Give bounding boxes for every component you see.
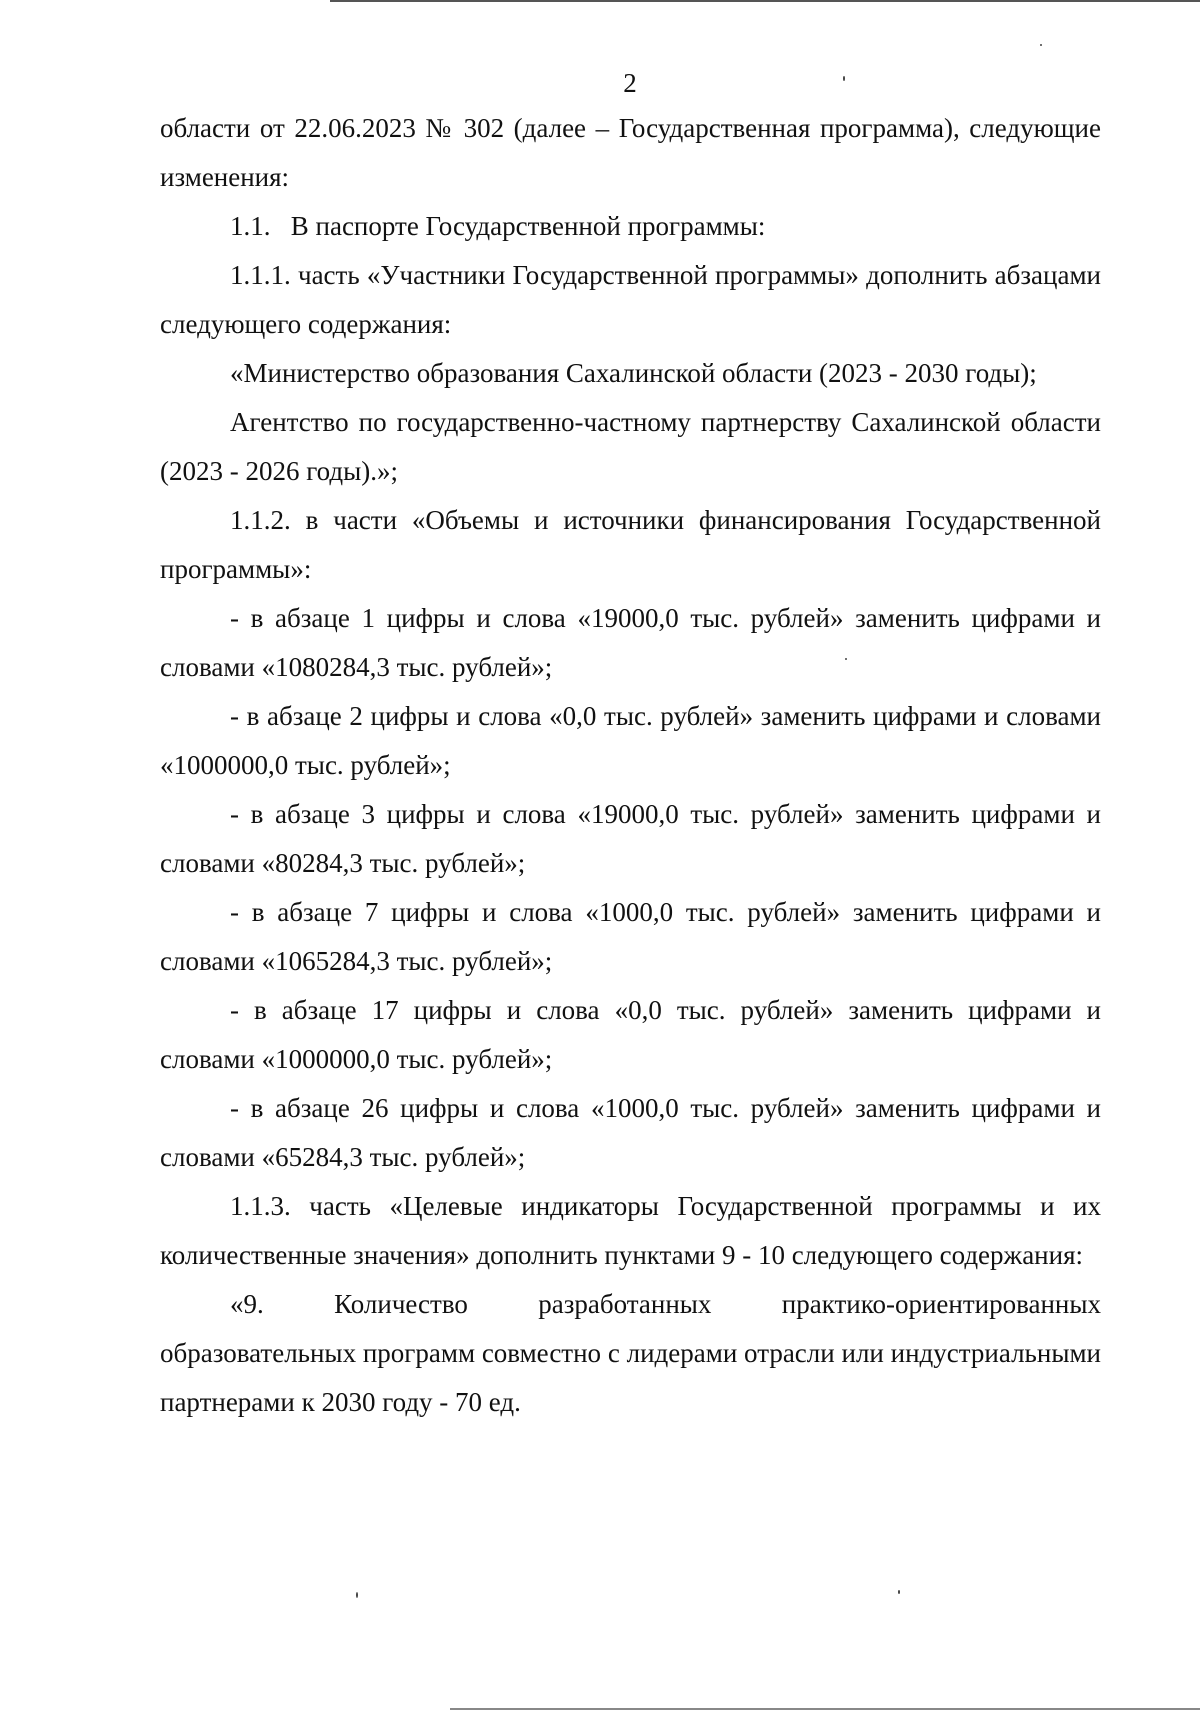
paragraph-1-1-3: 1.1.3. часть «Целевые индикаторы Государственной программы и их количественные значения» дополнить пунктами 9 - 10 следующего содержания:	[160, 1191, 1101, 1270]
scan-edge-line-bottom	[450, 1708, 1200, 1710]
scan-speck	[898, 1590, 900, 1594]
paragraph-agency-ppp: Агентство по государственно-частному партнерству Сахалинской области (2023 - 2026 годы).»;	[160, 407, 1101, 486]
scan-speck	[843, 76, 845, 81]
paragraph-abzac-3: - в абзаце 3 цифры и слова «19000,0 тыс. рублей» заменить цифрами и словами «80284,3 тыс. рублей»;	[160, 799, 1101, 878]
paragraph-1-1: 1.1. В паспорте Государственной программы:	[230, 211, 766, 241]
paragraph-abzac-2: - в абзаце 2 цифры и слова «0,0 тыс. рублей» заменить цифрами и словами «1000000,0 тыс. рублей»;	[160, 701, 1101, 780]
paragraph-abzac-17: - в абзаце 17 цифры и слова «0,0 тыс. рублей» заменить цифрами и словами «1000000,0 тыс. рублей»;	[160, 995, 1101, 1074]
paragraph-abzac-26: - в абзаце 26 цифры и слова «1000,0 тыс. рублей» заменить цифрами и словами «65284,3 тыс. рублей»;	[160, 1093, 1101, 1172]
scan-speck	[1040, 44, 1042, 46]
document-body	[160, 104, 1101, 1427]
paragraph-abzac-7: - в абзаце 7 цифры и слова «1000,0 тыс. рублей» заменить цифрами и словами «1065284,3 тыс. рублей»;	[160, 897, 1101, 976]
paragraph-intro: области от 22.06.2023 № 302 (далее – Государственная программа), следующие изменения:	[160, 113, 1101, 192]
scan-edge-line-top	[330, 0, 1200, 2]
paragraph-1-1-1: 1.1.1. часть «Участники Государственной программы» дополнить абзацами следующего содержания:	[160, 260, 1101, 339]
paragraph-1-1-2: 1.1.2. в части «Объемы и источники финансирования Государственной программы»:	[160, 505, 1101, 584]
scan-speck	[845, 658, 847, 660]
paragraph-abzac-1: - в абзаце 1 цифры и слова «19000,0 тыс. рублей» заменить цифрами и словами «1080284,3 тыс. рублей»;	[160, 603, 1101, 682]
paragraph-ministry-education: «Министерство образования Сахалинской области (2023 - 2030 годы);	[230, 358, 1037, 388]
paragraph-item-9: «9. Количество разработанных практико-ориентированных образовательных программ совместно с лидерами отрасли или индустриальными партнерами к 2030 году - 70 ед.	[160, 1289, 1101, 1417]
page-number: 2	[623, 68, 637, 98]
scan-speck	[356, 1592, 358, 1598]
